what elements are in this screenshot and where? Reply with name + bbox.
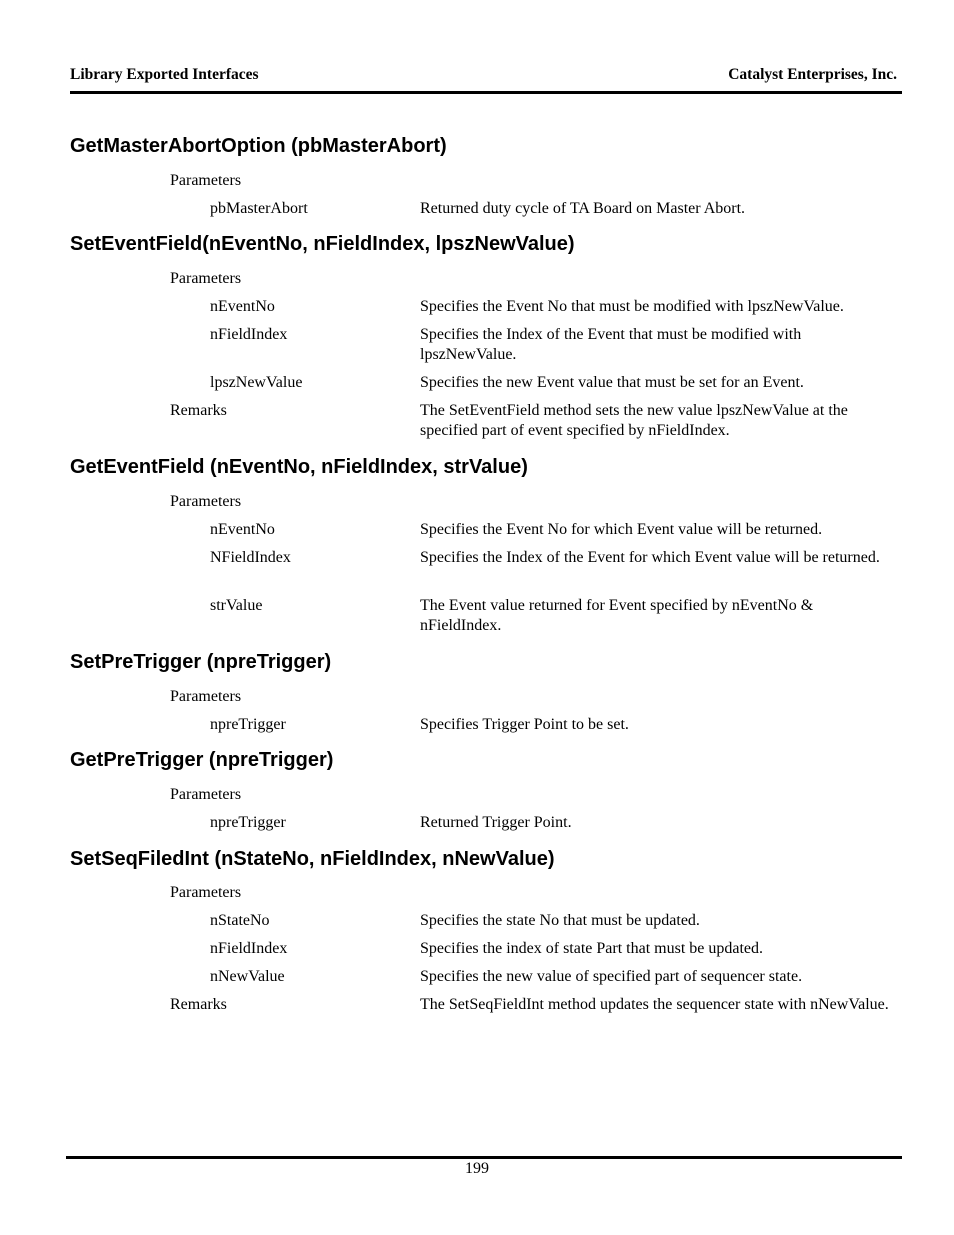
param-name: nFieldIndex (210, 940, 288, 957)
section-title: SetSeqFiledInt (nStateNo, nFieldIndex, nNewValue) (70, 848, 555, 870)
remarks-text: The SetSeqFieldInt method updates the sequencer state with nNewValue. (420, 996, 889, 1013)
param-description: Specifies the new value of specified part of sequencer state. (420, 968, 803, 985)
param-name: NFieldIndex (210, 549, 291, 566)
param-name: strValue (210, 597, 263, 614)
remarks-label: Remarks (170, 996, 227, 1013)
parameters-label: Parameters (170, 270, 242, 287)
header-left-title: Library Exported Interfaces (70, 66, 259, 83)
param-description: Specifies the new Event value that must be set for an Event. (420, 374, 804, 391)
param-name: pbMasterAbort (210, 200, 308, 217)
parameters-label: Parameters (170, 884, 242, 901)
param-description: Returned duty cycle of TA Board on Master Abort. (420, 200, 746, 217)
section-title: GetEventField (nEventNo, nFieldIndex, strValue) (70, 456, 528, 478)
param-description: Specifies the Index of the Event for which Event value will be returned. (420, 549, 880, 566)
param-name: nEventNo (210, 521, 275, 538)
parameters-label: Parameters (170, 493, 242, 510)
section-title: GetMasterAbortOption (pbMasterAbort) (70, 135, 447, 157)
param-description: Specifies the Event No for which Event value will be returned. (420, 521, 823, 538)
param-description: The Event value returned for Event specified by nEventNo & nFieldIndex. (420, 597, 814, 634)
param-name: nEventNo (210, 298, 275, 315)
section-title: SetPreTrigger (npreTrigger) (70, 651, 332, 673)
param-description: Specifies the Event No that must be modified with lpszNewValue. (420, 298, 844, 315)
remarks-label: Remarks (170, 402, 227, 419)
page-number: 199 (465, 1160, 489, 1177)
header-right-company: Catalyst Enterprises, Inc. (728, 66, 897, 83)
parameters-label: Parameters (170, 688, 242, 705)
section-title: GetPreTrigger (npreTrigger) (70, 749, 334, 771)
param-description: Returned Trigger Point. (420, 814, 572, 831)
param-name: nStateNo (210, 912, 270, 929)
parameters-label: Parameters (170, 786, 242, 803)
footer-rule (66, 1156, 902, 1159)
param-description: Specifies the state No that must be updated. (420, 912, 700, 929)
section-title: SetEventField(nEventNo, nFieldIndex, lpszNewValue) (70, 233, 575, 255)
param-name: npreTrigger (210, 716, 286, 733)
param-description: Specifies the Index of the Event that must be modified with lpszNewValue. (420, 326, 802, 363)
remarks-text: The SetEventField method sets the new value lpszNewValue at the specified part of event specified by nFieldIndex. (420, 402, 848, 439)
param-name: npreTrigger (210, 814, 286, 831)
param-name: lpszNewValue (210, 374, 303, 391)
param-name: nNewValue (210, 968, 285, 985)
header-rule (70, 91, 902, 94)
param-name: nFieldIndex (210, 326, 288, 343)
param-description: Specifies Trigger Point to be set. (420, 716, 629, 733)
parameters-label: Parameters (170, 172, 242, 189)
param-description: Specifies the index of state Part that must be updated. (420, 940, 764, 957)
